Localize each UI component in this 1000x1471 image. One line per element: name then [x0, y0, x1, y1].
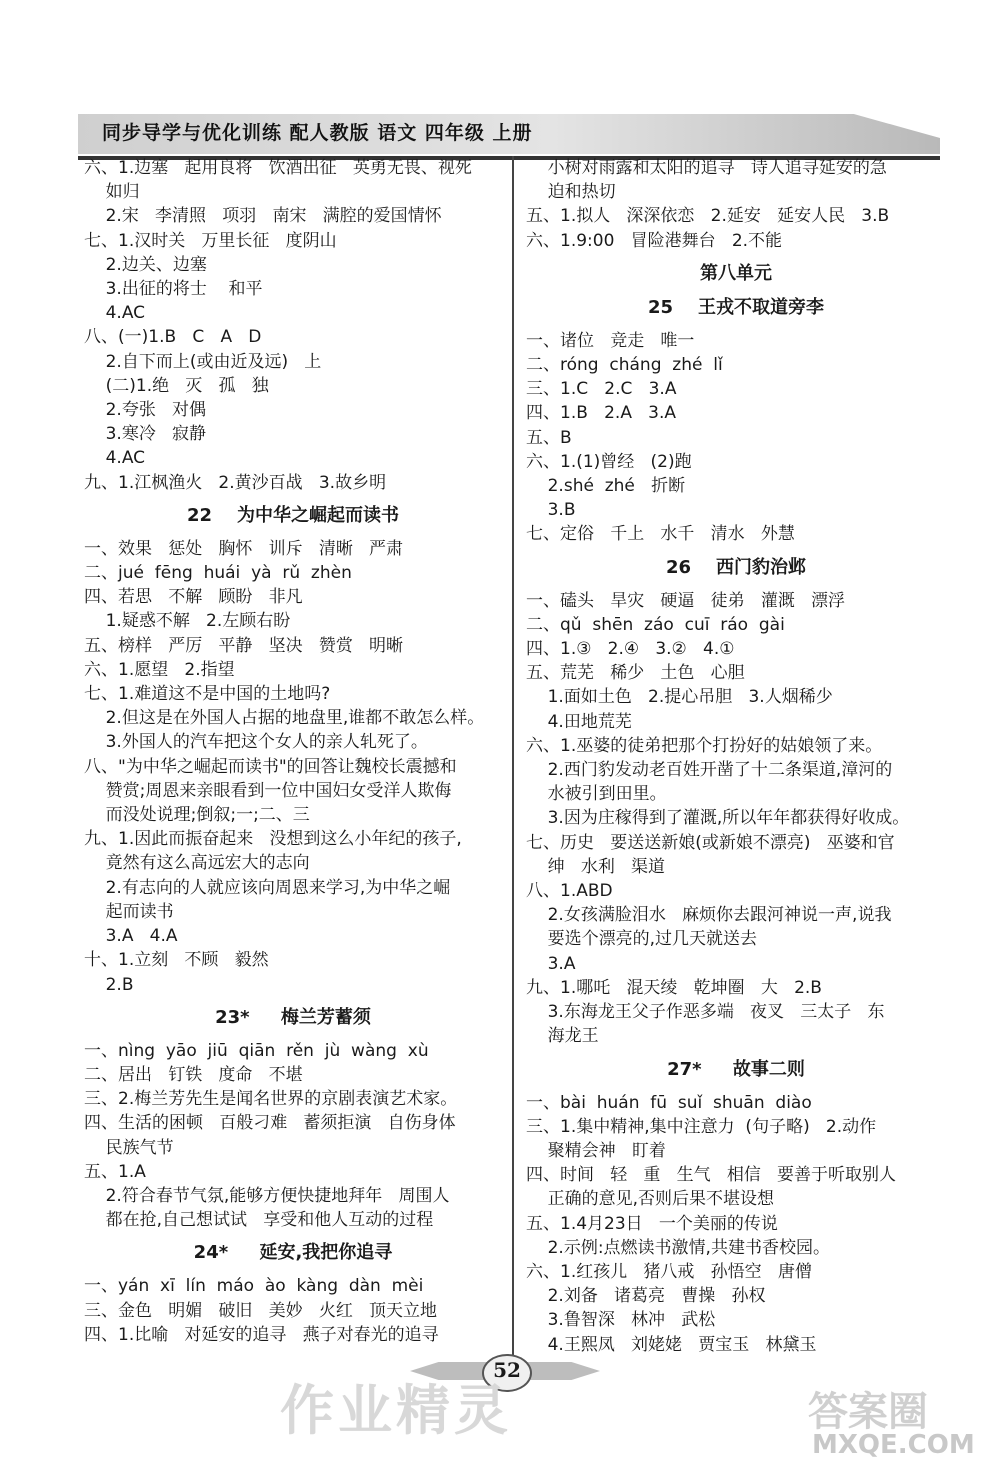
- answer-line: 4.王熙凤 刘姥姥 贾宝玉 林黛玉: [526, 1334, 817, 1355]
- answer-line: 3.寒冷 寂静: [84, 424, 207, 445]
- answer-line: 四、若思 不解 顾盼 非凡: [84, 587, 303, 608]
- section-heading: 24* 延安,我把你追寻: [193, 1242, 393, 1264]
- answer-line: 迫和热切: [526, 182, 616, 203]
- watermark-zuoye: 作业精灵: [280, 1379, 512, 1442]
- answer-line: 绅 水利 渠道: [526, 856, 666, 877]
- answer-line: 七、1.难道这不是中国的土地吗?: [84, 684, 331, 705]
- answer-line: 二、qǔ shēn záo cuī ráo gài: [526, 614, 785, 635]
- answer-line: 小树对雨露和太阳的追寻 诗人追寻延安的急: [526, 158, 887, 178]
- answer-line: 1.疑惑不解 2.左顾右盼: [84, 611, 291, 632]
- answer-line: 2.但这是在外国人占据的地盘里,谁都不敢怎么样。: [84, 708, 485, 729]
- answer-line: 4.田地荒芜: [526, 711, 632, 732]
- answer-line: (二)1.绝 灭 孤 独: [84, 375, 269, 396]
- answer-line: 竟然有这么高远宏大的志向: [84, 853, 310, 874]
- answer-line: 三、1.C 2.C 3.A: [526, 379, 677, 400]
- watermark-daanquan: 答案圈: [808, 1389, 928, 1435]
- answer-line: 四、1.③ 2.④ 3.② 4.①: [526, 639, 735, 660]
- answer-line: 四、生活的困顿 百般刁难 蓄须拒演 自伤身体: [84, 1113, 456, 1134]
- answer-line: 十、1.立刻 不顾 毅然: [84, 950, 269, 971]
- answer-line: 四、时间 轻 重 生气 相信 要善于听取别人: [526, 1165, 897, 1186]
- answer-line: 3.外国人的汽车把这个女人的亲人轧死了。: [84, 732, 428, 753]
- answer-line: 都在抢,自己想试试 享受和他人互动的过程: [84, 1210, 434, 1231]
- answer-line: 2.西门豹发动老百姓开凿了十二条渠道,漳河的: [526, 760, 893, 781]
- answer-line: 九、1.江枫渔火 2.黄沙百战 3.故乡明: [84, 472, 387, 493]
- page-number: 52: [493, 1358, 521, 1382]
- section-heading: 第八单元: [700, 262, 772, 284]
- answer-line: 五、榜样 严厉 平静 坚决 赞赏 明晰: [84, 635, 404, 656]
- answer-line: 而没处说理;倒叙;一;二、三: [84, 805, 310, 826]
- answer-line: 四、1.B 2.A 3.A: [526, 403, 677, 424]
- answer-line: 六、1.巫婆的徒弟把那个打扮好的姑娘领了来。: [526, 735, 883, 756]
- answer-line: 二、居出 钉铁 度命 不堪: [84, 1064, 303, 1085]
- answer-line: 2.边关、边塞: [84, 254, 207, 275]
- answer-line: 要选个漂亮的,过几天就送去: [526, 929, 758, 950]
- answer-line: 2.B: [84, 974, 134, 995]
- answer-line: 2.女孩满脸泪水 麻烦你去跟河神说一声,说我: [526, 905, 892, 926]
- answer-line: 3.因为庄稼得到了灌溉,所以年年都获得好收成。: [526, 808, 910, 829]
- answer-line: 2.有志向的人就应该向周恩来学习,为中华之崛: [84, 877, 451, 898]
- answer-line: 聚精会神 盯着: [526, 1140, 666, 1161]
- answer-line: 九、1.哪吒 混天绫 乾坤圈 大 2.B: [526, 977, 822, 998]
- answer-line: 2.shé zhé 折断: [526, 476, 686, 497]
- answer-line: 3.出征的将士 和平: [84, 279, 263, 300]
- answer-line: 一、bài huán fū suǐ shuān diào: [526, 1092, 812, 1113]
- answer-line: 一、效果 惩处 胸怀 训斥 清晰 严肃: [84, 538, 404, 559]
- answer-line: 水被引到田里。: [526, 784, 667, 805]
- answer-line: 3.A 4.A: [84, 926, 178, 947]
- answer-line: 2.符合春节气氛,能够方便快捷地拜年 周围人: [84, 1185, 450, 1206]
- answer-line: 一、nìng yāo jiū qiān rěn jù wàng xù: [84, 1040, 429, 1061]
- answer-line: 七、定俗 千上 水千 清水 外慧: [526, 524, 795, 545]
- answer-line: 民族气节: [84, 1137, 174, 1158]
- header-title: 同步导学与优化训练 配人教版 语文 四年级 上册: [102, 122, 533, 144]
- answer-line: 起而读书: [84, 901, 174, 922]
- answer-line: 七、历史 要送送新娘(或新娘不漂亮) 巫婆和官: [526, 832, 895, 853]
- answer-line: 四、1.比喻 对延安的追寻 燕子对春光的追寻: [84, 1324, 439, 1345]
- page-header: [78, 104, 940, 164]
- answer-line: 如归: [84, 182, 140, 203]
- section-heading: 25 王戎不取道旁李: [647, 296, 825, 318]
- answer-line: 3.东海龙王父子作恶多端 夜叉 三太子 东: [526, 1002, 885, 1023]
- answer-line: 一、磕头 旱灾 硬逼 徒弟 灌溉 漂浮: [526, 590, 846, 611]
- answer-line: 3.鲁智深 林冲 武松: [526, 1310, 716, 1331]
- answer-line: 五、荒芜 稀少 土色 心胆: [526, 663, 745, 684]
- answer-line: 七、1.汉时关 万里长征 度阴山: [84, 230, 337, 251]
- answer-line: 六、1.9:00 冒险港舞台 2.不能: [526, 230, 783, 251]
- answer-line: 1.面如土色 2.提心吊胆 3.人烟稀少: [526, 687, 833, 708]
- answer-line: 三、金色 明媚 破旧 美妙 火红 顶天立地: [84, 1300, 438, 1321]
- answer-line: 3.B: [526, 500, 576, 521]
- answer-line: 一、诸位 竞走 唯一: [526, 330, 695, 351]
- answer-line: 六、1.红孩儿 猪八戒 孙悟空 唐僧: [526, 1261, 812, 1282]
- answer-line: 2.夸张 对偶: [84, 400, 207, 421]
- answer-line: 五、1.4月23日 一个美丽的传说: [526, 1213, 778, 1234]
- answer-line: 正确的意见,否则后果不堪设想: [526, 1189, 775, 1210]
- answer-line: 二、jué fēng huái yà rǔ zhèn: [84, 563, 352, 584]
- answer-line: 九、1.因此而振奋起来 没想到这么小年纪的孩子,: [84, 829, 462, 850]
- column-divider: [512, 156, 514, 1366]
- answer-line: 二、róng cháng zhé lǐ: [526, 355, 723, 376]
- answer-line: 2.宋 李清照 项羽 南宋 满腔的爱国情怀: [84, 206, 442, 227]
- answer-line: 八、1.ABD: [526, 881, 613, 902]
- answer-line: 三、1.集中精神,集中注意力 (句子略) 2.动作: [526, 1116, 877, 1137]
- section-heading: 22 为中华之崛起而读书: [186, 504, 400, 526]
- right-column: [526, 156, 946, 1357]
- answer-line: 三、2.梅兰芳先生是闻名世界的京剧表演艺术家。: [84, 1089, 458, 1110]
- answer-line: 3.A: [526, 953, 576, 974]
- answer-line: 海龙王: [526, 1026, 599, 1047]
- answer-line: 六、1.(1)曾经 (2)跑: [526, 451, 692, 472]
- answer-line: 一、yán xī lín máo ào kàng dàn mèi: [84, 1276, 424, 1297]
- answer-line: 五、1.A: [84, 1161, 146, 1182]
- answer-line: 六、1.边塞 起用良将 饮酒出征 英勇无畏、视死: [84, 158, 472, 178]
- answer-line: 八、(一)1.B C A D: [84, 327, 262, 348]
- answer-line: 六、1.愿望 2.指望: [84, 659, 235, 680]
- answer-line: 2.自下而上(或由近及远) 上: [84, 351, 322, 372]
- watermark-url: MXQE.COM: [812, 1430, 975, 1460]
- left-column: [84, 156, 502, 1347]
- section-heading: 27* 故事二则: [667, 1058, 805, 1080]
- section-heading: 26 西门豹治邺: [665, 556, 807, 578]
- section-heading: 23* 梅兰芳蓄须: [215, 1006, 371, 1028]
- answer-line: 2.刘备 诸葛亮 曹操 孙权: [526, 1286, 766, 1307]
- answer-line: 4.AC: [84, 448, 146, 469]
- answer-line: 赞赏;周恩来亲眼看到一位中国妇女受洋人欺侮: [84, 780, 452, 801]
- answer-line: 2.示例:点燃读书激情,共建书香校园。: [526, 1237, 830, 1258]
- answer-line: 4.AC: [84, 303, 146, 324]
- answer-line: 五、B: [526, 427, 572, 448]
- answer-line: 五、1.拟人 深深依恋 2.延安 延安人民 3.B: [526, 206, 890, 227]
- answer-line: 八、"为中华之崛起而读书"的回答让魏校长震撼和: [84, 756, 457, 777]
